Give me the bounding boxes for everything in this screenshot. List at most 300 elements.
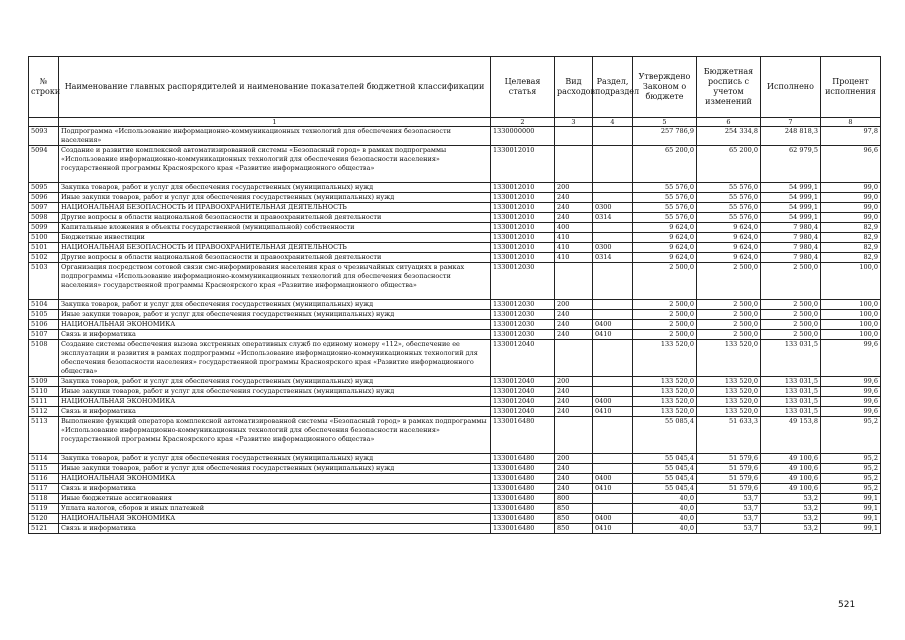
section-cell: 0400 (593, 474, 633, 484)
expense-type-cell: 240 (555, 320, 593, 330)
row-name-cell: Связь и информатика (59, 330, 491, 340)
target-article-cell: 1330016480 (491, 494, 555, 504)
executed-cell: 49 100,6 (761, 484, 821, 494)
table-row (29, 514, 881, 524)
percent-cell: 100,0 (821, 300, 881, 310)
table-row (29, 340, 881, 377)
executed-cell: 7 980,4 (761, 253, 821, 263)
row-name-cell: НАЦИОНАЛЬНАЯ ЭКОНОМИКА (59, 514, 491, 524)
table-row (29, 233, 881, 243)
table-row (29, 377, 881, 387)
column-number: 6 (697, 118, 761, 127)
budget-plan-cell: 254 334,8 (697, 127, 761, 146)
approved-cell: 9 624,0 (633, 253, 697, 263)
row-number-cell: 5109 (29, 377, 59, 387)
budget-plan-cell: 55 576,0 (697, 193, 761, 203)
row-number-cell: 5120 (29, 514, 59, 524)
section-cell: 0400 (593, 397, 633, 407)
header-target-article: Целевая статья (491, 57, 555, 118)
approved-cell: 2 500,0 (633, 330, 697, 340)
section-cell (593, 464, 633, 474)
table-row (29, 310, 881, 320)
table-row (29, 127, 881, 146)
row-number-cell: 5119 (29, 504, 59, 514)
percent-cell: 99,0 (821, 203, 881, 213)
row-number-cell: 5116 (29, 474, 59, 484)
executed-cell: 248 818,3 (761, 127, 821, 146)
target-article-cell: 1330012010 (491, 243, 555, 253)
header-approved: Утверждено Законом о бюджете (633, 57, 697, 118)
budget-plan-cell: 55 576,0 (697, 203, 761, 213)
target-article-cell: 1330012010 (491, 213, 555, 223)
executed-cell: 2 500,0 (761, 263, 821, 300)
expense-type-cell: 200 (555, 454, 593, 464)
table-row (29, 320, 881, 330)
approved-cell: 55 045,4 (633, 474, 697, 484)
column-number (29, 118, 59, 127)
section-cell: 0300 (593, 243, 633, 253)
expense-type-cell: 240 (555, 203, 593, 213)
target-article-cell: 1330012040 (491, 340, 555, 377)
expense-type-cell: 200 (555, 377, 593, 387)
row-name-cell: Закупка товаров, работ и услуг для обеспечения государственных (муниципальных) нужд (59, 454, 491, 464)
approved-cell: 55 045,4 (633, 484, 697, 494)
expense-type-cell: 240 (555, 484, 593, 494)
percent-cell: 99,0 (821, 193, 881, 203)
budget-plan-cell: 133 520,0 (697, 387, 761, 397)
target-article-cell: 1330012040 (491, 387, 555, 397)
row-name-cell: НАЦИОНАЛЬНАЯ ЭКОНОМИКА (59, 320, 491, 330)
target-article-cell: 1330016480 (491, 484, 555, 494)
approved-cell: 2 500,0 (633, 300, 697, 310)
percent-cell: 100,0 (821, 263, 881, 300)
executed-cell: 53,2 (761, 514, 821, 524)
expense-type-cell: 850 (555, 504, 593, 514)
executed-cell: 133 031,5 (761, 377, 821, 387)
section-cell: 0314 (593, 253, 633, 263)
section-cell (593, 340, 633, 377)
target-article-cell: 1330012010 (491, 223, 555, 233)
percent-cell: 100,0 (821, 330, 881, 340)
header-name: Наименование главных распорядителей и наименование показателей бюджетной классификации (59, 57, 491, 118)
approved-cell: 40,0 (633, 524, 697, 534)
executed-cell: 49 100,6 (761, 474, 821, 484)
percent-cell: 99,0 (821, 213, 881, 223)
row-name-cell: Связь и информатика (59, 484, 491, 494)
budget-plan-cell: 51 579,6 (697, 454, 761, 464)
approved-cell: 55 576,0 (633, 213, 697, 223)
percent-cell: 99,1 (821, 514, 881, 524)
expense-type-cell: 240 (555, 464, 593, 474)
expense-type-cell: 240 (555, 397, 593, 407)
row-number-cell: 5103 (29, 263, 59, 300)
table-row (29, 387, 881, 397)
row-name-cell: Иные бюджетные ассигнования (59, 494, 491, 504)
table-row (29, 474, 881, 484)
row-number-cell: 5106 (29, 320, 59, 330)
budget-plan-cell: 2 500,0 (697, 300, 761, 310)
approved-cell: 2 500,0 (633, 310, 697, 320)
approved-cell: 40,0 (633, 494, 697, 504)
percent-cell: 82,9 (821, 253, 881, 263)
percent-cell: 95,2 (821, 464, 881, 474)
percent-cell: 99,6 (821, 397, 881, 407)
budget-plan-cell: 51 579,6 (697, 464, 761, 474)
column-number: 1 (59, 118, 491, 127)
header-row-number: № строки (29, 57, 59, 118)
expense-type-cell: 240 (555, 474, 593, 484)
column-number: 4 (593, 118, 633, 127)
table-row (29, 263, 881, 300)
section-cell (593, 454, 633, 464)
target-article-cell: 1330012030 (491, 300, 555, 310)
approved-cell: 133 520,0 (633, 387, 697, 397)
row-name-cell: Выполнение функций оператора комплексной автоматизированной системы «Безопасный город» в рамках подпрограммы «Использование информационно-коммуникационных технологий для обеспечения безопасности населения» государственной программы Красноярского края «Развитие информационного общества» (59, 417, 491, 454)
expense-type-cell: 800 (555, 494, 593, 504)
executed-cell: 49 100,6 (761, 464, 821, 474)
executed-cell: 133 031,5 (761, 387, 821, 397)
row-number-cell: 5113 (29, 417, 59, 454)
budget-plan-cell: 2 500,0 (697, 330, 761, 340)
table-row (29, 203, 881, 213)
row-name-cell: Другие вопросы в области национальной безопасности и правоохранительной деятельности (59, 253, 491, 263)
executed-cell: 49 100,6 (761, 454, 821, 464)
target-article-cell: 1330016480 (491, 514, 555, 524)
approved-cell: 133 520,0 (633, 340, 697, 377)
approved-cell: 133 520,0 (633, 397, 697, 407)
approved-cell: 40,0 (633, 514, 697, 524)
page-number: 521 (838, 600, 856, 610)
column-number: 7 (761, 118, 821, 127)
percent-cell: 99,6 (821, 377, 881, 387)
table-row (29, 454, 881, 464)
percent-cell: 82,9 (821, 223, 881, 233)
target-article-cell: 1330016480 (491, 417, 555, 454)
executed-cell: 54 999,1 (761, 183, 821, 193)
row-name-cell: Создание и развитие комплексной автоматизированной системы «Безопасный город» в рамках подпрограммы «Использование информационно-коммуникационных технологий для обеспечения безопасности населения» государственной программы Красноярского края «Развитие информационного общества» (59, 146, 491, 183)
table-row (29, 223, 881, 233)
row-number-cell: 5096 (29, 193, 59, 203)
expense-type-cell (555, 146, 593, 183)
expense-type-cell: 850 (555, 514, 593, 524)
target-article-cell: 1330012030 (491, 263, 555, 300)
row-number-cell: 5117 (29, 484, 59, 494)
approved-cell: 133 520,0 (633, 377, 697, 387)
budget-plan-cell: 9 624,0 (697, 223, 761, 233)
section-cell (593, 146, 633, 183)
approved-cell: 55 045,4 (633, 464, 697, 474)
expense-type-cell: 200 (555, 300, 593, 310)
executed-cell: 53,2 (761, 524, 821, 534)
row-name-cell: Иные закупки товаров, работ и услуг для обеспечения государственных (муниципальных) нужд (59, 193, 491, 203)
budget-plan-cell: 53,7 (697, 504, 761, 514)
target-article-cell: 1330016480 (491, 464, 555, 474)
section-cell (593, 417, 633, 454)
row-number-cell: 5108 (29, 340, 59, 377)
approved-cell: 2 500,0 (633, 320, 697, 330)
row-number-cell: 5098 (29, 213, 59, 223)
table-row (29, 330, 881, 340)
budget-plan-cell: 133 520,0 (697, 407, 761, 417)
row-number-cell: 5111 (29, 397, 59, 407)
row-name-cell: Связь и информатика (59, 524, 491, 534)
row-number-cell: 5099 (29, 223, 59, 233)
budget-plan-cell: 2 500,0 (697, 310, 761, 320)
budget-plan-cell: 133 520,0 (697, 377, 761, 387)
table-row (29, 524, 881, 534)
budget-plan-cell: 2 500,0 (697, 263, 761, 300)
row-name-cell: Закупка товаров, работ и услуг для обеспечения государственных (муниципальных) нужд (59, 377, 491, 387)
row-name-cell: Закупка товаров, работ и услуг для обеспечения государственных (муниципальных) нужд (59, 300, 491, 310)
approved-cell: 9 624,0 (633, 233, 697, 243)
row-name-cell: Капитальные вложения в объекты государственной (муниципальной) собственности (59, 223, 491, 233)
header-section: Раздел, подраздел (593, 57, 633, 118)
executed-cell: 133 031,5 (761, 407, 821, 417)
section-cell (593, 387, 633, 397)
target-article-cell: 1330016480 (491, 474, 555, 484)
row-number-cell: 5094 (29, 146, 59, 183)
percent-cell: 100,0 (821, 310, 881, 320)
row-number-cell: 5093 (29, 127, 59, 146)
percent-cell: 95,2 (821, 417, 881, 454)
section-cell (593, 233, 633, 243)
percent-cell: 96,6 (821, 146, 881, 183)
budget-plan-cell: 2 500,0 (697, 320, 761, 330)
target-article-cell: 1330012010 (491, 183, 555, 193)
row-name-cell: Организация посредством сотовой связи смс-информирования населения края о чрезвычайных ситуациях в рамках подпрограммы «Использование информационно-коммуникационных технологий для обеспечения безопасности населения» государственной программы Красноярского края «Развитие информационного общества» (59, 263, 491, 300)
header-budget-plan: Бюджетная роспись с учетом изменений (697, 57, 761, 118)
percent-cell: 95,2 (821, 484, 881, 494)
budget-plan-cell: 51 633,3 (697, 417, 761, 454)
table-row (29, 243, 881, 253)
row-number-cell: 5118 (29, 494, 59, 504)
section-cell (593, 127, 633, 146)
column-number: 8 (821, 118, 881, 127)
table-row (29, 183, 881, 193)
percent-cell: 82,9 (821, 233, 881, 243)
section-cell (593, 223, 633, 233)
section-cell: 0400 (593, 514, 633, 524)
budget-plan-cell: 55 576,0 (697, 213, 761, 223)
row-name-cell: Иные закупки товаров, работ и услуг для обеспечения государственных (муниципальных) нужд (59, 387, 491, 397)
percent-cell: 99,0 (821, 183, 881, 193)
row-number-cell: 5095 (29, 183, 59, 193)
table-row (29, 300, 881, 310)
section-cell: 0314 (593, 213, 633, 223)
section-cell: 0410 (593, 407, 633, 417)
row-name-cell: НАЦИОНАЛЬНАЯ ЭКОНОМИКА (59, 397, 491, 407)
target-article-cell: 1330012010 (491, 146, 555, 183)
row-name-cell: Создание системы обеспечения вызова экстренных оперативных служб по единому номеру «112», обеспечение ее эксплуатации и развития в рамках подпрограммы «Использование информационно-коммуникационных технологий для обеспечения безопасности населения» государственной программы Красноярского края «Развитие информационного общества» (59, 340, 491, 377)
approved-cell: 55 045,4 (633, 454, 697, 464)
approved-cell: 9 624,0 (633, 223, 697, 233)
executed-cell: 54 999,1 (761, 213, 821, 223)
table-row (29, 504, 881, 514)
percent-cell: 95,2 (821, 454, 881, 464)
section-cell: 0300 (593, 203, 633, 213)
header-percent: Процент исполнения (821, 57, 881, 118)
section-cell: 0400 (593, 320, 633, 330)
budget-plan-cell: 53,7 (697, 514, 761, 524)
approved-cell: 257 786,9 (633, 127, 697, 146)
row-name-cell: Подпрограмма «Использование информационно-коммуникационных технологий для обеспечения безопасности населения» (59, 127, 491, 146)
section-cell (593, 263, 633, 300)
row-name-cell: Иные закупки товаров, работ и услуг для обеспечения государственных (муниципальных) нужд (59, 310, 491, 320)
row-number-cell: 5107 (29, 330, 59, 340)
approved-cell: 55 576,0 (633, 193, 697, 203)
table-row (29, 146, 881, 183)
target-article-cell: 1330012010 (491, 233, 555, 243)
target-article-cell: 1330012010 (491, 193, 555, 203)
target-article-cell: 1330012010 (491, 253, 555, 263)
executed-cell: 54 999,1 (761, 193, 821, 203)
budget-sheet (28, 56, 880, 534)
executed-cell: 54 999,1 (761, 203, 821, 213)
percent-cell: 99,1 (821, 504, 881, 514)
expense-type-cell: 240 (555, 310, 593, 320)
section-cell (593, 377, 633, 387)
budget-plan-cell: 65 200,0 (697, 146, 761, 183)
approved-cell: 65 200,0 (633, 146, 697, 183)
approved-cell: 9 624,0 (633, 243, 697, 253)
section-cell: 0410 (593, 330, 633, 340)
percent-cell: 99,1 (821, 524, 881, 534)
row-number-cell: 5101 (29, 243, 59, 253)
row-number-cell: 5104 (29, 300, 59, 310)
target-article-cell: 1330012040 (491, 397, 555, 407)
approved-cell: 55 085,4 (633, 417, 697, 454)
row-name-cell: Бюджетные инвестиции (59, 233, 491, 243)
expense-type-cell: 240 (555, 387, 593, 397)
executed-cell: 7 980,4 (761, 243, 821, 253)
expense-type-cell (555, 127, 593, 146)
percent-cell: 99,1 (821, 494, 881, 504)
target-article-cell: 1330012030 (491, 320, 555, 330)
budget-plan-cell: 55 576,0 (697, 183, 761, 193)
percent-cell: 95,2 (821, 474, 881, 484)
expense-type-cell (555, 340, 593, 377)
row-name-cell: НАЦИОНАЛЬНАЯ БЕЗОПАСНОСТЬ И ПРАВООХРАНИТЕЛЬНАЯ ДЕЯТЕЛЬНОСТЬ (59, 203, 491, 213)
executed-cell: 7 980,4 (761, 223, 821, 233)
row-name-cell: Связь и информатика (59, 407, 491, 417)
section-cell: 0410 (593, 524, 633, 534)
expense-type-cell: 410 (555, 253, 593, 263)
table-row (29, 253, 881, 263)
table-row (29, 484, 881, 494)
percent-cell: 82,9 (821, 243, 881, 253)
target-article-cell: 1330012030 (491, 310, 555, 320)
approved-cell: 55 576,0 (633, 203, 697, 213)
section-cell: 0410 (593, 484, 633, 494)
table-row (29, 213, 881, 223)
budget-plan-cell: 51 579,6 (697, 484, 761, 494)
budget-plan-cell: 133 520,0 (697, 397, 761, 407)
header-executed: Исполнено (761, 57, 821, 118)
header-expense-type: Вид расходов (555, 57, 593, 118)
executed-cell: 133 031,5 (761, 340, 821, 377)
section-cell (593, 193, 633, 203)
expense-type-cell: 240 (555, 213, 593, 223)
budget-plan-cell: 133 520,0 (697, 340, 761, 377)
expense-type-cell (555, 417, 593, 454)
budget-plan-cell: 9 624,0 (697, 233, 761, 243)
column-number: 3 (555, 118, 593, 127)
target-article-cell: 1330016480 (491, 524, 555, 534)
row-number-cell: 5100 (29, 233, 59, 243)
row-name-cell: Иные закупки товаров, работ и услуг для обеспечения государственных (муниципальных) нужд (59, 464, 491, 474)
expense-type-cell: 200 (555, 183, 593, 193)
table-header-row (29, 57, 881, 118)
row-number-cell: 5110 (29, 387, 59, 397)
row-number-cell: 5121 (29, 524, 59, 534)
approved-cell: 2 500,0 (633, 263, 697, 300)
table-row (29, 464, 881, 474)
expense-type-cell: 410 (555, 243, 593, 253)
executed-cell: 2 500,0 (761, 310, 821, 320)
percent-cell: 99,6 (821, 407, 881, 417)
row-name-cell: НАЦИОНАЛЬНАЯ ЭКОНОМИКА (59, 474, 491, 484)
column-number: 2 (491, 118, 555, 127)
percent-cell: 99,6 (821, 387, 881, 397)
executed-cell: 2 500,0 (761, 330, 821, 340)
expense-type-cell: 850 (555, 524, 593, 534)
budget-plan-cell: 9 624,0 (697, 243, 761, 253)
expense-type-cell: 410 (555, 233, 593, 243)
section-cell (593, 300, 633, 310)
table-row (29, 494, 881, 504)
section-cell (593, 504, 633, 514)
column-number: 5 (633, 118, 697, 127)
section-cell (593, 494, 633, 504)
row-name-cell: Закупка товаров, работ и услуг для обеспечения государственных (муниципальных) нужд (59, 183, 491, 193)
row-number-cell: 5102 (29, 253, 59, 263)
budget-plan-cell: 51 579,6 (697, 474, 761, 484)
approved-cell: 133 520,0 (633, 407, 697, 417)
row-number-cell: 5112 (29, 407, 59, 417)
target-article-cell: 1330012030 (491, 330, 555, 340)
expense-type-cell: 240 (555, 407, 593, 417)
budget-plan-cell: 53,7 (697, 494, 761, 504)
column-number-row (29, 118, 881, 127)
row-name-cell: Уплата налогов, сборов и иных платежей (59, 504, 491, 514)
percent-cell: 97,8 (821, 127, 881, 146)
row-number-cell: 5114 (29, 454, 59, 464)
target-article-cell: 1330016480 (491, 504, 555, 514)
executed-cell: 2 500,0 (761, 300, 821, 310)
section-cell (593, 183, 633, 193)
table-row (29, 397, 881, 407)
target-article-cell: 1330012040 (491, 407, 555, 417)
row-name-cell: НАЦИОНАЛЬНАЯ БЕЗОПАСНОСТЬ И ПРАВООХРАНИТЕЛЬНАЯ ДЕЯТЕЛЬНОСТЬ (59, 243, 491, 253)
percent-cell: 100,0 (821, 320, 881, 330)
expense-type-cell: 400 (555, 223, 593, 233)
row-number-cell: 5115 (29, 464, 59, 474)
executed-cell: 53,2 (761, 494, 821, 504)
percent-cell: 99,6 (821, 340, 881, 377)
executed-cell: 62 979,5 (761, 146, 821, 183)
budget-plan-cell: 9 624,0 (697, 253, 761, 263)
section-cell (593, 310, 633, 320)
table-row (29, 193, 881, 203)
row-number-cell: 5105 (29, 310, 59, 320)
expense-type-cell: 240 (555, 193, 593, 203)
budget-table (28, 56, 881, 534)
executed-cell: 133 031,5 (761, 397, 821, 407)
table-row (29, 417, 881, 454)
budget-plan-cell: 53,7 (697, 524, 761, 534)
target-article-cell: 1330012010 (491, 203, 555, 213)
executed-cell: 2 500,0 (761, 320, 821, 330)
